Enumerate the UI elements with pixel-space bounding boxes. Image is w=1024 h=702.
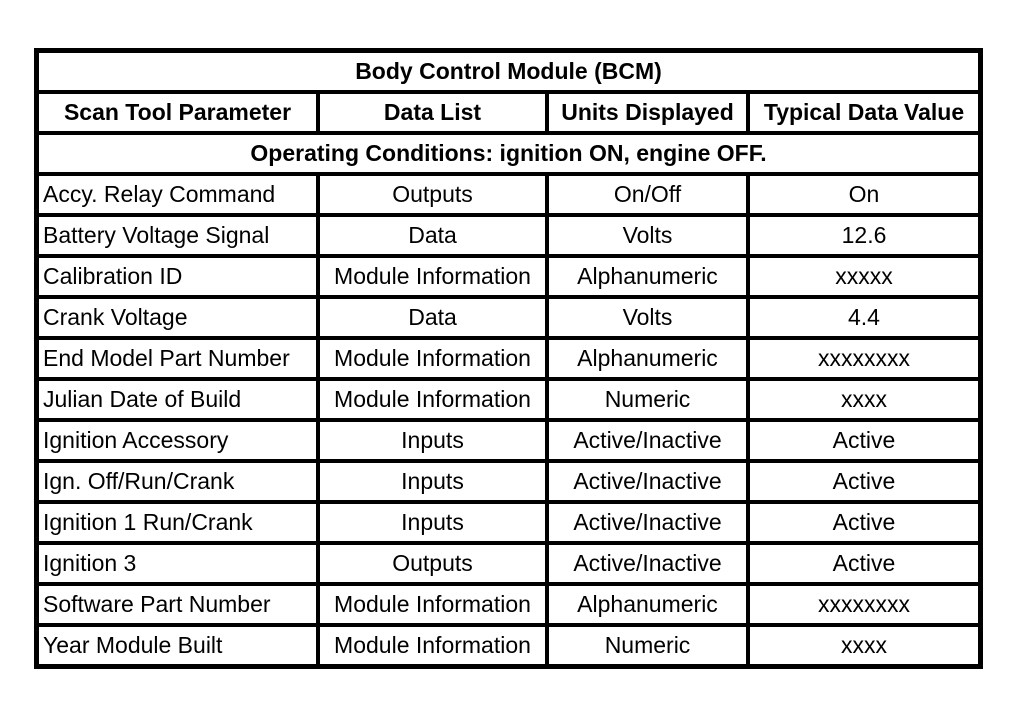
table-row xyxy=(37,215,980,256)
parameter-cell: Crank Voltage xyxy=(37,297,318,338)
header-data-list: Data List xyxy=(318,92,547,133)
typical-value-cell: On xyxy=(748,174,980,215)
data-list-cell: Module Information xyxy=(318,625,547,666)
operating-conditions-row xyxy=(37,133,980,174)
table-row xyxy=(37,420,980,461)
units-cell: Volts xyxy=(547,297,748,338)
data-list-cell: Module Information xyxy=(318,379,547,420)
units-cell: Active/Inactive xyxy=(547,461,748,502)
parameter-cell: Battery Voltage Signal xyxy=(37,215,318,256)
table-row xyxy=(37,174,980,215)
units-cell: Active/Inactive xyxy=(547,543,748,584)
typical-value-cell: 4.4 xyxy=(748,297,980,338)
parameter-cell: Ignition 1 Run/Crank xyxy=(37,502,318,543)
table-title: Body Control Module (BCM) xyxy=(37,51,980,92)
parameter-cell: Ign. Off/Run/Crank xyxy=(37,461,318,502)
units-cell: Alphanumeric xyxy=(547,338,748,379)
units-cell: Active/Inactive xyxy=(547,420,748,461)
units-cell: Active/Inactive xyxy=(547,502,748,543)
data-list-cell: Data xyxy=(318,297,547,338)
typical-value-cell: Active xyxy=(748,420,980,461)
data-list-cell: Module Information xyxy=(318,338,547,379)
data-list-cell: Inputs xyxy=(318,502,547,543)
operating-conditions: Operating Conditions: ignition ON, engine OFF. xyxy=(37,133,980,174)
header-typical-data-value: Typical Data Value xyxy=(748,92,980,133)
data-list-cell: Module Information xyxy=(318,584,547,625)
typical-value-cell: Active xyxy=(748,543,980,584)
units-cell: Alphanumeric xyxy=(547,584,748,625)
table-row xyxy=(37,256,980,297)
table-row xyxy=(37,297,980,338)
typical-value-cell: 12.6 xyxy=(748,215,980,256)
data-list-cell: Inputs xyxy=(318,420,547,461)
parameter-cell: Accy. Relay Command xyxy=(37,174,318,215)
table-title-row xyxy=(37,51,980,92)
table-row xyxy=(37,584,980,625)
data-list-cell: Inputs xyxy=(318,461,547,502)
units-cell: Numeric xyxy=(547,625,748,666)
typical-value-cell: xxxxxxxx xyxy=(748,338,980,379)
parameter-cell: Software Part Number xyxy=(37,584,318,625)
parameter-cell: Year Module Built xyxy=(37,625,318,666)
table-row xyxy=(37,461,980,502)
units-cell: On/Off xyxy=(547,174,748,215)
header-units-displayed: Units Displayed xyxy=(547,92,748,133)
typical-value-cell: xxxx xyxy=(748,625,980,666)
units-cell: Alphanumeric xyxy=(547,256,748,297)
table-row xyxy=(37,543,980,584)
typical-value-cell: Active xyxy=(748,502,980,543)
typical-value-cell: xxxxx xyxy=(748,256,980,297)
parameter-cell: Ignition Accessory xyxy=(37,420,318,461)
table-row xyxy=(37,338,980,379)
typical-value-cell: xxxxxxxx xyxy=(748,584,980,625)
header-scan-tool-parameter: Scan Tool Parameter xyxy=(37,92,318,133)
table-row xyxy=(37,379,980,420)
parameter-cell: End Model Part Number xyxy=(37,338,318,379)
table-row xyxy=(37,625,980,666)
table-row xyxy=(37,502,980,543)
parameter-cell: Ignition 3 xyxy=(37,543,318,584)
data-list-cell: Outputs xyxy=(318,174,547,215)
data-list-cell: Outputs xyxy=(318,543,547,584)
typical-value-cell: xxxx xyxy=(748,379,980,420)
units-cell: Numeric xyxy=(547,379,748,420)
data-list-cell: Data xyxy=(318,215,547,256)
table-header-row xyxy=(37,92,980,133)
parameter-cell: Calibration ID xyxy=(37,256,318,297)
data-list-cell: Module Information xyxy=(318,256,547,297)
units-cell: Volts xyxy=(547,215,748,256)
parameter-cell: Julian Date of Build xyxy=(37,379,318,420)
bcm-data-table xyxy=(34,48,983,669)
typical-value-cell: Active xyxy=(748,461,980,502)
